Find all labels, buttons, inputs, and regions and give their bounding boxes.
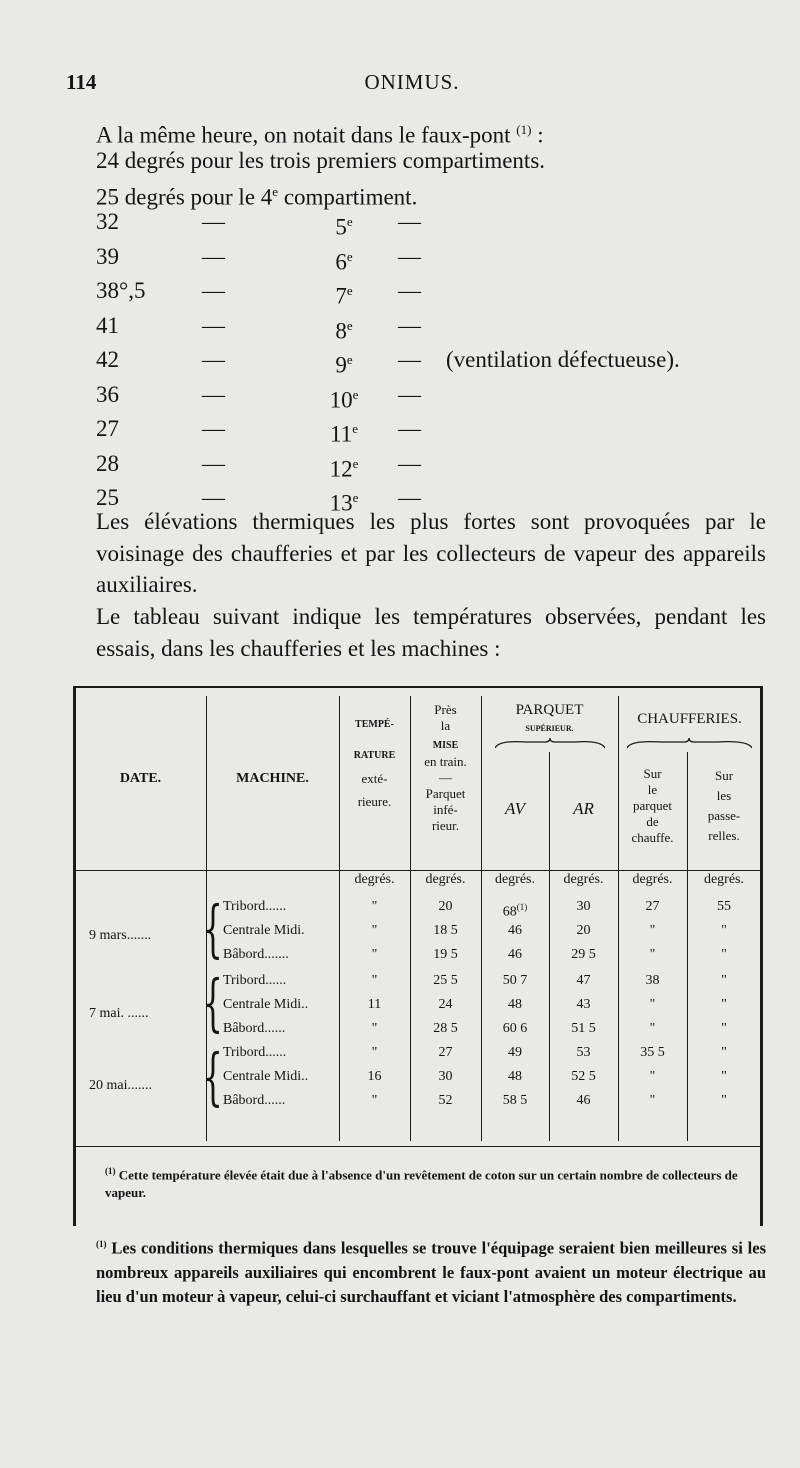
- cell-machine: [223, 1066, 339, 1088]
- cell-machine: [223, 994, 339, 1016]
- ditto-dash: —: [398, 485, 421, 510]
- cell-exterior: [339, 994, 410, 1016]
- unit-av: degrés.: [494, 872, 536, 887]
- paragraph-table-intro: [96, 601, 766, 664]
- cell-exterior: [339, 920, 410, 942]
- table-footnote-mark: (1): [105, 1166, 116, 1176]
- temperature-row: [96, 412, 736, 447]
- page-footnote-mark: (1): [96, 1239, 107, 1249]
- ditto-dash: —: [398, 209, 421, 234]
- ditto-dash: —: [202, 347, 225, 372]
- compartment-number-value: 9: [335, 352, 347, 378]
- cell-av: [481, 1066, 549, 1088]
- temperature-row: [96, 343, 736, 378]
- cell-av-value: 50 7: [502, 973, 528, 988]
- paragraph-2: Le tableau suivant indique les températures observées, pendant les essais, dans les chaufferies et les machines :: [96, 604, 766, 661]
- cell-ar: [549, 896, 618, 918]
- table-row: [75, 1090, 761, 1112]
- page-footnote-text: Les conditions thermiques dans lesquelles se trouve l'équipage seraient bien meilleures si les nombreux appareils auxiliaires qui encombrent le faux-pont avaient un moteur électrique au lieu d'un moteur à vapeur, celui-ci surchauffant et viciant l'atmosphère des compartiments.: [96, 1238, 766, 1306]
- ditto-dash: —: [398, 243, 421, 269]
- cell-firing-floor-value: ": [649, 1093, 656, 1108]
- header-av: AV: [505, 799, 525, 818]
- cell-gangways: [687, 1090, 761, 1112]
- cell-near-startup-value: 18 5: [433, 923, 458, 938]
- cell-firing-floor: [618, 1042, 687, 1064]
- cell-gangways: [687, 1018, 761, 1040]
- cell-machine-value: Centrale Midi.: [223, 923, 305, 938]
- cell-av: [481, 944, 549, 966]
- brace-group-2: {: [203, 966, 223, 1039]
- h-sur2-4: relles.: [708, 828, 740, 843]
- cell-exterior-value: ": [371, 973, 378, 988]
- cell-machine-value: Centrale Midi..: [223, 997, 309, 1012]
- h-pres-2: la: [440, 718, 451, 733]
- running-title: ONIMUS.: [364, 70, 460, 94]
- cell-ar: [549, 1090, 618, 1112]
- table-top-rule: [75, 686, 761, 688]
- h-sur2-1: Sur: [714, 768, 734, 783]
- cell-near-startup: [410, 970, 481, 992]
- ditto-dash: —: [398, 347, 421, 372]
- table-row: [75, 1042, 761, 1064]
- cell-gangways-value: ": [721, 947, 727, 962]
- h-temp-2: RATURE: [353, 750, 396, 761]
- cell-machine-value: Bâbord......: [223, 1021, 286, 1036]
- intro-footnote-ref: (1): [516, 122, 532, 137]
- temperature-row: [96, 447, 736, 482]
- cell-ar: [549, 920, 618, 942]
- cell-firing-floor: [618, 920, 687, 942]
- cell-near-startup: [410, 944, 481, 966]
- compartment-ordinal: e: [346, 248, 353, 264]
- intro-colon: :: [537, 122, 544, 148]
- header-date: DATE.: [119, 771, 162, 786]
- cell-exterior-value: ": [371, 1021, 378, 1036]
- ditto-dash: —: [202, 450, 225, 476]
- h-sur1-2: le: [647, 782, 658, 797]
- cell-av-value: 48: [508, 997, 522, 1012]
- temperature-value: 25: [96, 485, 119, 510]
- compartment-number-value: 6: [335, 249, 347, 275]
- table-row: [75, 1018, 761, 1040]
- cell-exterior-value: ": [371, 1093, 378, 1108]
- cell-ar-value: 20: [576, 923, 591, 938]
- cell-near-startup: [410, 1018, 481, 1040]
- cell-av: [481, 970, 549, 992]
- cell-near-startup-value: 24: [438, 997, 453, 1012]
- line-fourth-sup: e: [272, 184, 279, 199]
- cell-ar: [549, 944, 618, 966]
- cell-ar-value: 52 5: [571, 1069, 596, 1084]
- cell-ar: [549, 1066, 618, 1088]
- temperature-row: [96, 240, 736, 275]
- compartment-ordinal: e: [352, 455, 359, 471]
- cell-near-startup: [410, 1066, 481, 1088]
- cell-firing-floor: [618, 1090, 687, 1112]
- date-20-mai: 20 mai.......: [89, 1078, 152, 1093]
- cell-machine-value: Tribord......: [223, 899, 287, 914]
- temperature-row: [96, 378, 736, 413]
- unit-parquet: degrés.: [632, 872, 673, 887]
- header-exterior-temp: [339, 716, 410, 810]
- cell-firing-floor: [618, 1018, 687, 1040]
- cell-near-startup: [410, 994, 481, 1016]
- paragraph-1: Les élévations thermiques les plus fortes sont provoquées par le voisinage des chaufferies et par les collecteurs de vapeur des appareils auxiliaires.: [96, 509, 766, 597]
- cell-gangways: [687, 970, 761, 992]
- compartment-number-value: 5: [335, 214, 347, 240]
- ditto-dash: —: [398, 278, 421, 303]
- cell-machine: [223, 1090, 339, 1112]
- ditto-dash: —: [398, 312, 421, 338]
- cell-exterior: [339, 970, 410, 992]
- cell-machine-value: Tribord......: [223, 1045, 287, 1060]
- cell-gangways-value: 55: [717, 899, 731, 914]
- compartment-ordinal: e: [346, 352, 353, 367]
- temperature-value: 39: [96, 243, 119, 269]
- compartment-temperature-list: [96, 205, 736, 516]
- cell-firing-floor-value: 27: [645, 899, 660, 914]
- ditto-dash: —: [398, 450, 421, 476]
- h-pres-5: —: [439, 770, 452, 785]
- header-boiler-rooms: CHAUFFERIES.: [637, 711, 742, 727]
- cell-machine: [223, 1042, 339, 1064]
- compartment-ordinal: e: [346, 317, 353, 333]
- temperature-note: (ventilation défectueuse).: [446, 347, 680, 372]
- cell-near-startup-value: 25 5: [433, 973, 458, 988]
- header-on-gangways: [687, 766, 761, 846]
- cell-firing-floor: [618, 944, 687, 966]
- ditto-dash: —: [202, 485, 225, 510]
- cell-machine: [223, 970, 339, 992]
- header-machine: MACHINE.: [236, 771, 309, 786]
- header-rule: [75, 870, 761, 871]
- temperature-value: 41: [96, 312, 119, 338]
- header-ar: AR: [573, 799, 594, 818]
- h-sur2-2: les: [716, 788, 732, 803]
- cell-gangways: [687, 920, 761, 942]
- cell-av-note: (1): [516, 902, 528, 912]
- h-temp-1: TEMPÉ-: [355, 719, 394, 730]
- temperature-row: [96, 274, 736, 309]
- cell-gangways: [687, 1066, 761, 1088]
- cell-firing-floor: [618, 970, 687, 992]
- cell-av-value: 58 5: [502, 1093, 528, 1108]
- ditto-dash: —: [202, 243, 225, 269]
- cell-near-startup: [410, 1090, 481, 1112]
- cell-av: [481, 1018, 549, 1040]
- table-row: [75, 970, 761, 992]
- table-bottom-rule: [75, 1146, 761, 1147]
- compartment-ordinal: e: [352, 386, 359, 402]
- intro-text: A la même heure, on notait dans le faux-pont: [96, 122, 511, 148]
- page-footnote: [96, 1232, 766, 1309]
- cell-ar: [549, 970, 618, 992]
- unit-passe: degrés.: [703, 872, 745, 887]
- line-first-three: 24 degrés pour les trois premiers compartiments.: [96, 148, 546, 173]
- cell-near-startup-value: 19 5: [433, 947, 458, 962]
- cell-gangways: [687, 994, 761, 1016]
- temperature-value: 36: [96, 381, 119, 407]
- ditto-dash: —: [202, 312, 225, 338]
- cell-exterior-value: ": [371, 923, 378, 938]
- h-temp-3: exté-: [361, 771, 388, 786]
- paragraph-thermal: [96, 506, 766, 601]
- ditto-dash: —: [202, 381, 225, 407]
- h-sur1-4: de: [646, 814, 659, 829]
- cell-firing-floor: [618, 994, 687, 1016]
- h-sur1-3: parquet: [633, 798, 672, 813]
- cell-ar-value: 29 5: [571, 947, 596, 962]
- brace-upper-floor: [495, 738, 605, 750]
- cell-av-value: 48: [508, 1069, 522, 1084]
- cell-exterior: [339, 1042, 410, 1064]
- h-pres-4: en train.: [424, 754, 467, 769]
- cell-gangways-value: ": [721, 1069, 727, 1084]
- h-pres-1: Près: [434, 702, 457, 717]
- table-footnote: [105, 1162, 760, 1202]
- temperature-table: [75, 686, 761, 1226]
- table-footnote-text: Cette température élevée était due à l'absence d'un revêtement de coton sur un certain nombre de collecteurs de vapeur.: [105, 1167, 738, 1201]
- cell-av: [481, 1042, 549, 1064]
- cell-near-startup: [410, 920, 481, 942]
- ditto-dash: —: [398, 416, 421, 441]
- cell-exterior-value: ": [371, 947, 378, 962]
- cell-av-value: 46: [508, 947, 522, 962]
- h-pres-6: Parquet: [425, 786, 466, 801]
- cell-ar-value: 43: [576, 997, 591, 1012]
- temperature-value: 38°,5: [96, 278, 146, 303]
- page-number: 114: [66, 70, 97, 94]
- compartment-number-value: 11: [330, 421, 353, 447]
- cell-machine-value: Tribord......: [223, 973, 287, 988]
- brace-boiler-rooms: [627, 738, 752, 750]
- cell-firing-floor-value: ": [649, 997, 656, 1012]
- cell-machine: [223, 920, 339, 942]
- h-temp-4: rieure.: [357, 794, 392, 809]
- compartment-ordinal: e: [352, 490, 359, 505]
- unit-ext: degrés.: [354, 872, 395, 887]
- cell-firing-floor-value: ": [649, 1021, 656, 1036]
- compartment-number-value: 8: [335, 318, 347, 344]
- cell-near-startup: [410, 1042, 481, 1064]
- cell-near-startup-value: 52: [438, 1093, 453, 1108]
- compartment-number-value: 7: [335, 283, 347, 309]
- temperature-value: 28: [96, 450, 119, 476]
- cell-gangways-value: ": [721, 1045, 727, 1060]
- line-fourth-a: 25 degrés pour le 4: [96, 184, 273, 210]
- cell-av: [481, 994, 549, 1016]
- cell-exterior: [339, 1018, 410, 1040]
- h-sur2-3: passe-: [707, 808, 741, 823]
- cell-gangways-value: ": [721, 997, 727, 1012]
- table-row: [75, 944, 761, 966]
- h-pres-3: MISE: [432, 740, 459, 751]
- cell-firing-floor-value: ": [649, 923, 656, 938]
- compartment-ordinal: e: [346, 214, 353, 229]
- cell-ar: [549, 1018, 618, 1040]
- cell-near-startup-value: 30: [438, 1069, 453, 1084]
- compartment-ordinal: e: [352, 421, 358, 436]
- cell-machine-value: Bâbord......: [223, 1093, 286, 1108]
- cell-ar-value: 47: [576, 973, 591, 988]
- cell-ar-value: 30: [576, 899, 591, 914]
- cell-av: [481, 920, 549, 942]
- h-pres-8: rieur.: [431, 818, 460, 833]
- ditto-dash: —: [398, 381, 421, 407]
- ditto-dash: —: [202, 278, 225, 303]
- compartment-ordinal: e: [346, 283, 353, 298]
- compartment-number-value: 12: [329, 456, 353, 482]
- unit-ar: degrés.: [563, 872, 604, 887]
- date-7-mai: 7 mai. ......: [89, 1006, 149, 1021]
- cell-gangways-value: ": [721, 1093, 727, 1108]
- cell-av-value: 49: [508, 1045, 522, 1060]
- temperature-value: 32: [96, 209, 119, 234]
- cell-exterior: [339, 944, 410, 966]
- cell-gangways-value: ": [721, 923, 727, 938]
- cell-exterior: [339, 1066, 410, 1088]
- cell-near-startup-value: 27: [438, 1045, 453, 1060]
- h-pres-7: infé-: [433, 802, 458, 817]
- cell-near-startup-value: 20: [438, 899, 453, 914]
- compartment-number-value: 13: [329, 490, 353, 516]
- header-upper-floor-sub: SUPÉRIEUR.: [525, 724, 574, 733]
- header-on-firing-floor: [618, 766, 687, 846]
- cell-gangways: [687, 944, 761, 966]
- temperature-value: 27: [96, 416, 119, 441]
- cell-av-value: 68: [502, 904, 517, 920]
- ditto-dash: —: [202, 416, 225, 441]
- cell-av-value: 60 6: [502, 1021, 528, 1036]
- cell-av-value: 46: [508, 923, 522, 938]
- cell-av: [481, 1090, 549, 1112]
- cell-ar: [549, 1042, 618, 1064]
- cell-firing-floor: [618, 896, 687, 918]
- cell-near-startup: [410, 896, 481, 918]
- cell-exterior: [339, 896, 410, 918]
- header-near-startup: [410, 702, 481, 834]
- ditto-dash: —: [202, 209, 225, 234]
- cell-exterior-value: ": [371, 1045, 378, 1060]
- cell-near-startup-value: 28 5: [433, 1021, 458, 1036]
- line-fourth-b: compartiment.: [278, 184, 418, 210]
- brace-group-1: {: [203, 892, 223, 965]
- cell-firing-floor-value: ": [649, 1069, 656, 1084]
- cell-gangways-value: ": [721, 973, 727, 988]
- cell-firing-floor-value: ": [649, 947, 656, 962]
- table-row: [75, 896, 761, 918]
- cell-machine: [223, 1018, 339, 1040]
- cell-firing-floor-value: 35 5: [640, 1045, 665, 1060]
- cell-machine: [223, 896, 339, 918]
- compartment-number-value: 10: [329, 387, 353, 413]
- page-header: [66, 70, 758, 100]
- table-row: [75, 920, 761, 942]
- table-row: [75, 994, 761, 1016]
- table-row: [75, 1066, 761, 1088]
- cell-firing-floor-value: 38: [645, 973, 660, 988]
- cell-machine-value: Bâbord.......: [223, 947, 289, 962]
- cell-exterior-value: ": [371, 899, 378, 914]
- cell-exterior-value: 11: [367, 997, 382, 1012]
- h-sur1-5: chauffe.: [631, 830, 674, 845]
- cell-machine-value: Centrale Midi..: [223, 1069, 309, 1084]
- cell-ar-value: 46: [576, 1093, 591, 1108]
- unit-pres: degrés.: [425, 872, 466, 887]
- cell-exterior: [339, 1090, 410, 1112]
- cell-gangways: [687, 896, 761, 918]
- temperature-value: 42: [96, 347, 119, 372]
- cell-firing-floor: [618, 1066, 687, 1088]
- date-9-mars: 9 mars.......: [89, 928, 152, 943]
- cell-gangways-value: ": [721, 1021, 727, 1036]
- cell-exterior-value: 16: [367, 1069, 382, 1084]
- h-sur1-1: Sur: [643, 766, 662, 781]
- cell-ar: [549, 994, 618, 1016]
- header-upper-floor: PARQUET: [515, 702, 584, 718]
- brace-group-3: {: [203, 1040, 223, 1113]
- temperature-row: [96, 205, 736, 240]
- cell-ar-value: 51 5: [571, 1021, 596, 1036]
- cell-gangways: [687, 1042, 761, 1064]
- temperature-row: [96, 309, 736, 344]
- cell-machine: [223, 944, 339, 966]
- cell-ar-value: 53: [576, 1045, 591, 1060]
